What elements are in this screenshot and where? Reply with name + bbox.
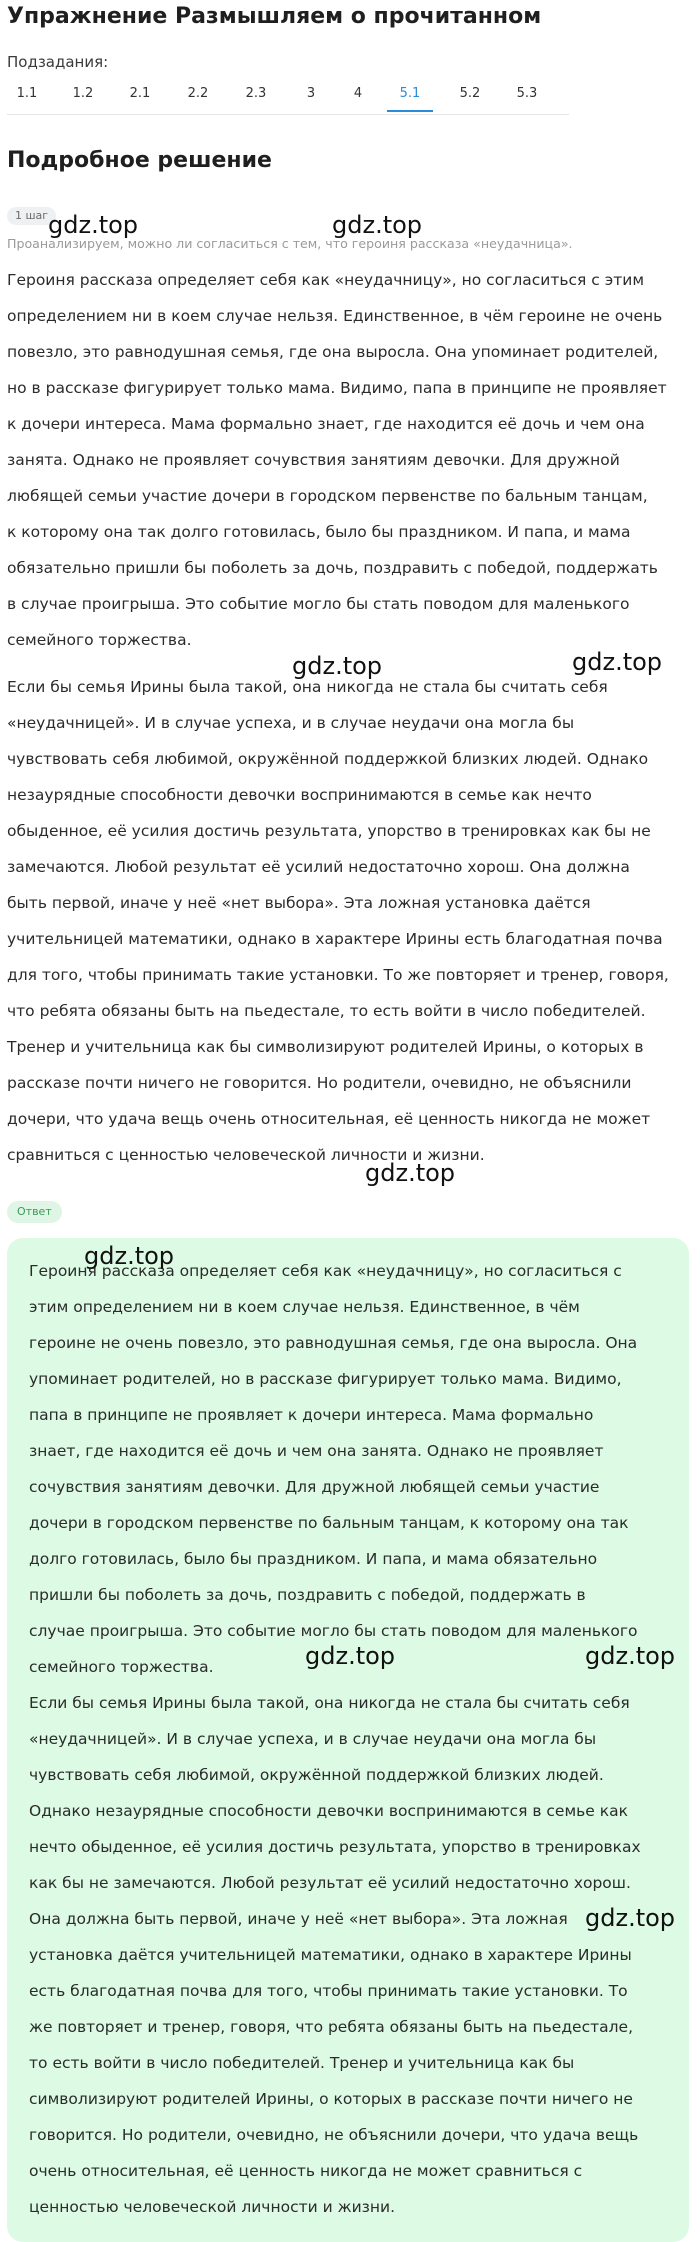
tab-2-2[interactable]: 2.2 [187, 86, 209, 101]
watermark: gdz.top [585, 1904, 676, 1932]
text-line: же повторяет и тренер, говоря, что ребята обязаны быть на пьедестале, [29, 2018, 634, 2036]
text-line: обыденное, её усилия достичь результата, упорство в тренировках как бы не [7, 822, 651, 840]
watermark: gdz.top [572, 648, 663, 676]
text-line: установка даётся учительницей математики, однако в характере Ирины [29, 1946, 632, 1964]
text-line: долго готовилась, было бы праздником. И папа, и мама обязательно [29, 1550, 598, 1568]
text-line: в случае проигрыша. Это событие могло бы стать поводом для маленького [7, 595, 630, 613]
text-line: Она должна быть первой, иначе у неё «нет выбора». Эта ложная [29, 1910, 568, 1928]
text-line: к дочери интереса. Мама формально знает, где находится её дочь и чем она [7, 415, 645, 433]
text-line: замечаются. Любой результат её усилий недостаточно хорош. Она должна [7, 858, 630, 876]
text-line: быть первой, иначе у неё «нет выбора». Эта ложная установка даётся [7, 894, 591, 912]
text-line: чувствовать себя любимой, окружённой поддержкой близких людей. [29, 1766, 604, 1784]
solution-paragraph-2 [7, 669, 669, 1173]
text-line: обязательно пришли бы поболеть за дочь, поздравить с победой, поддержать [7, 559, 658, 577]
text-line: Героиня рассказа определяет себя как «неудачницу», но согласиться с этим [7, 271, 645, 289]
text-line: любящей семьи участие дочери в городском первенстве по бальным танцам, [7, 487, 648, 505]
text-line: ценностью человеческой личности и жизни. [29, 2198, 396, 2216]
text-line: говорится. Но родители, очевидно, не объяснили дочери, что удача вещь [29, 2126, 639, 2144]
text-line: учительницей математики, однако в характере Ирины есть благодатная почва [7, 930, 663, 948]
text-line: Если бы семья Ирины была такой, она никогда не стала бы считать себя [7, 678, 608, 696]
text-line: папа в принципе не проявляет к дочери интереса. Мама формально [29, 1406, 594, 1424]
text-line: занята. Однако не проявляет сочувствия занятиям девочки. Для дружной [7, 451, 620, 469]
text-line: как бы не замечаются. Любой результат её усилий недостаточно хорош. [29, 1874, 631, 1892]
watermark: gdz.top [365, 1159, 456, 1187]
text-line: Тренер и учительница как бы символизируют родителей Ирины, о которых в [7, 1038, 644, 1056]
solution-paragraph-1 [7, 262, 667, 658]
text-line: упоминает родителей, но в рассказе фигурирует только мама. Видимо, [29, 1370, 622, 1388]
text-line: к которому она так долго готовилась, было бы праздником. И папа, и мама [7, 523, 631, 541]
text-line: «неудачницей». И в случае успеха, и в случае неудачи она могла бы [7, 714, 575, 732]
tab-5-1[interactable]: 5.1 [387, 84, 433, 112]
watermark: gdz.top [332, 211, 423, 239]
text-line: но в рассказе фигурирует только мама. Видимо, папа в принципе не проявляет [7, 379, 667, 397]
text-line: рассказе почти ничего не говорится. Но родители, очевидно, не объяснили [7, 1074, 632, 1092]
tab-5-3[interactable]: 5.3 [516, 86, 538, 101]
subtask-tabs [7, 82, 569, 115]
text-line: дочери в городском первенстве по бальным танцам, к которому она так [29, 1514, 629, 1532]
tab-1-1[interactable]: 1.1 [16, 86, 38, 101]
text-line: то есть войти в число победителей. Тренер и учительница как бы [29, 2054, 575, 2072]
tab-2-1[interactable]: 2.1 [129, 86, 151, 101]
text-line: героине не очень повезло, это равнодушная семья, где она выросла. Она [29, 1334, 638, 1352]
text-line: очень относительная, её ценность никогда не может сравниться с [29, 2162, 583, 2180]
text-line: есть благодатная почва для того, чтобы принимать такие установки. То [29, 1982, 628, 2000]
text-line: определением ни в коем случае нельзя. Единственное, в чём героине не очень [7, 307, 663, 325]
text-line: нечто обыденное, её усилия достичь результата, упорство в тренировках [29, 1838, 641, 1856]
tab-1-2[interactable]: 1.2 [72, 86, 94, 101]
text-line: дочери, что удача вещь очень относительная, её ценность никогда не может [7, 1110, 651, 1128]
text-line: повезло, это равнодушная семья, где она выросла. Она упоминает родителей, [7, 343, 659, 361]
answer-paragraph-2 [29, 1685, 641, 2225]
text-line: случае проигрыша. Это событие могло бы стать поводом для маленького [29, 1622, 638, 1640]
text-line: символизируют родителей Ирины, о которых в рассказе почти ничего не [29, 2090, 633, 2108]
text-line: сравниться с ценностью человеческой личности и жизни. [7, 1146, 485, 1164]
text-line: незаурядные способности девочки воспринимаются в семье как нечто [7, 786, 592, 804]
watermark: gdz.top [305, 1642, 396, 1670]
text-line: Героиня рассказа определяет себя как «неудачницу», но согласиться с [29, 1262, 622, 1280]
text-line: чувствовать себя любимой, окружённой поддержкой близких людей. Однако [7, 750, 649, 768]
subtasks-label: Подзадания: [7, 53, 109, 71]
watermark: gdz.top [48, 211, 139, 239]
answer-paragraph-1 [29, 1253, 637, 1685]
tab-4[interactable]: 4 [353, 86, 363, 101]
text-line: для того, чтобы принимать такие установки. То же повторяет и тренер, говоря, [7, 966, 669, 984]
tab-5-2[interactable]: 5.2 [459, 86, 481, 101]
answer-badge: Ответ [7, 1201, 62, 1223]
text-line: пришли бы поболеть за дочь, поздравить с победой, поддержать в [29, 1586, 586, 1604]
tab-3[interactable]: 3 [306, 86, 316, 101]
step-lead: Проанализируем, можно ли согласиться с тем, что героиня рассказа «неудачница». [7, 236, 573, 251]
answer-box [7, 1238, 689, 2242]
watermark: gdz.top [84, 1242, 175, 1270]
text-line: семейного торжества. [29, 1658, 214, 1676]
text-line: сочувствия занятиям девочки. Для дружной любящей семьи участие [29, 1478, 600, 1496]
tab-2-3[interactable]: 2.3 [245, 86, 267, 101]
text-line: семейного торжества. [7, 631, 192, 649]
text-line: знает, где находится её дочь и чем она занята. Однако не проявляет [29, 1442, 604, 1460]
text-line: Если бы семья Ирины была такой, она никогда не стала бы считать себя [29, 1694, 630, 1712]
text-line: «неудачницей». И в случае успеха, и в случае неудачи она могла бы [29, 1730, 597, 1748]
text-line: что ребята обязаны быть на пьедестале, то есть войти в число победителей. [7, 1002, 646, 1020]
text-line: Однако незаурядные способности девочки воспринимаются в семье как [29, 1802, 628, 1820]
text-line: этим определением ни в коем случае нельзя. Единственное, в чём [29, 1298, 580, 1316]
page-title: Упражнение Размышляем о прочитанном [7, 4, 542, 29]
watermark: gdz.top [585, 1642, 676, 1670]
watermark: gdz.top [292, 652, 383, 680]
solution-title: Подробное решение [7, 148, 272, 173]
step-badge: 1 шаг [7, 207, 56, 225]
